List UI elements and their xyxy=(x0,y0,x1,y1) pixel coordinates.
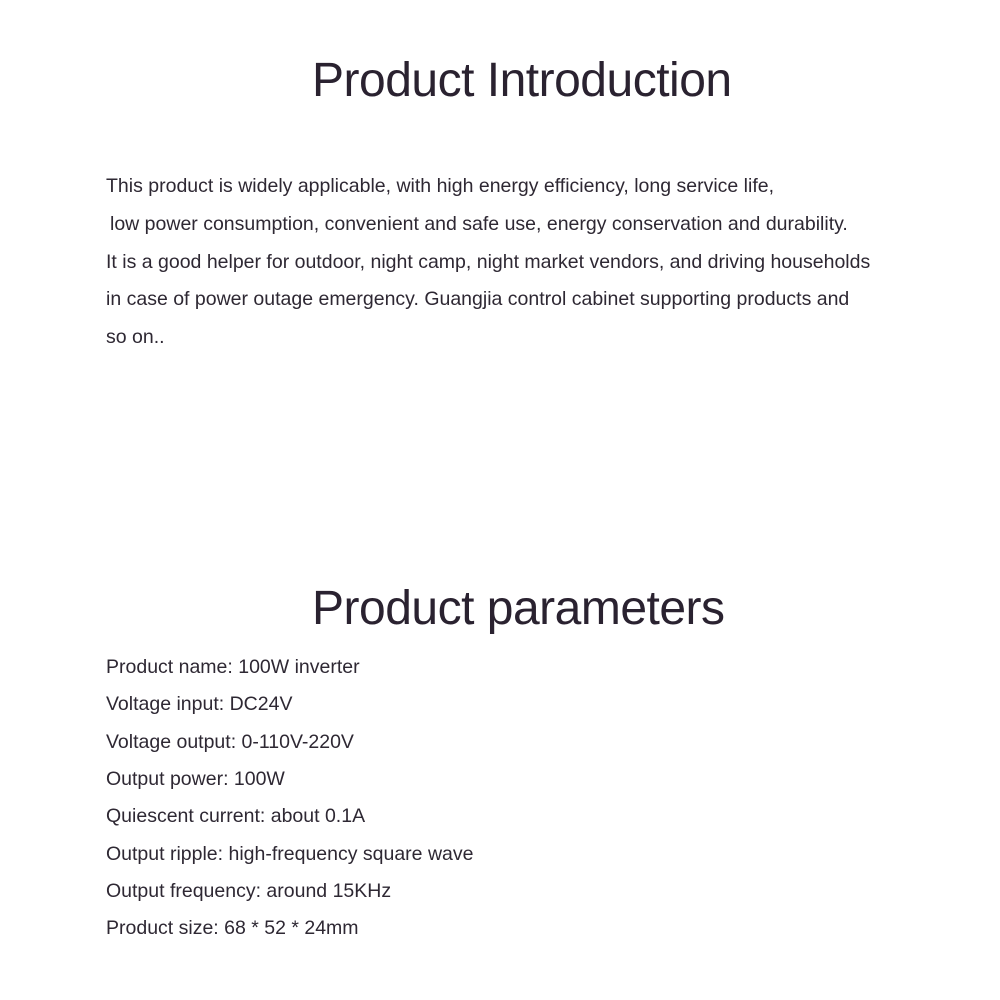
intro-line: low power consumption, convenient and safe use, energy conservation and durability. xyxy=(110,213,848,235)
parameter-item: Product name: 100W inverter xyxy=(106,656,360,678)
intro-line: so on.. xyxy=(106,326,165,348)
parameter-item: Voltage output: 0-110V-220V xyxy=(106,731,354,753)
intro-line: in case of power outage emergency. Guangjia control cabinet supporting products and xyxy=(106,288,850,310)
parameter-item: Voltage input: DC24V xyxy=(106,693,293,715)
intro-line: It is a good helper for outdoor, night camp, night market vendors, and driving households xyxy=(106,251,871,273)
parameter-item: Output ripple: high-frequency square wave xyxy=(106,843,474,865)
parameter-item: Output power: 100W xyxy=(106,768,285,790)
parameter-item: Quiescent current: about 0.1A xyxy=(106,805,366,827)
parameter-item: Product size: 68 * 52 * 24mm xyxy=(106,917,359,939)
intro-line: This product is widely applicable, with high energy efficiency, long service life, xyxy=(106,175,775,197)
product-introduction-heading: Product Introduction xyxy=(312,54,732,107)
parameter-item: Output frequency: around 15KHz xyxy=(106,880,392,902)
product-parameters-heading: Product parameters xyxy=(312,582,725,635)
